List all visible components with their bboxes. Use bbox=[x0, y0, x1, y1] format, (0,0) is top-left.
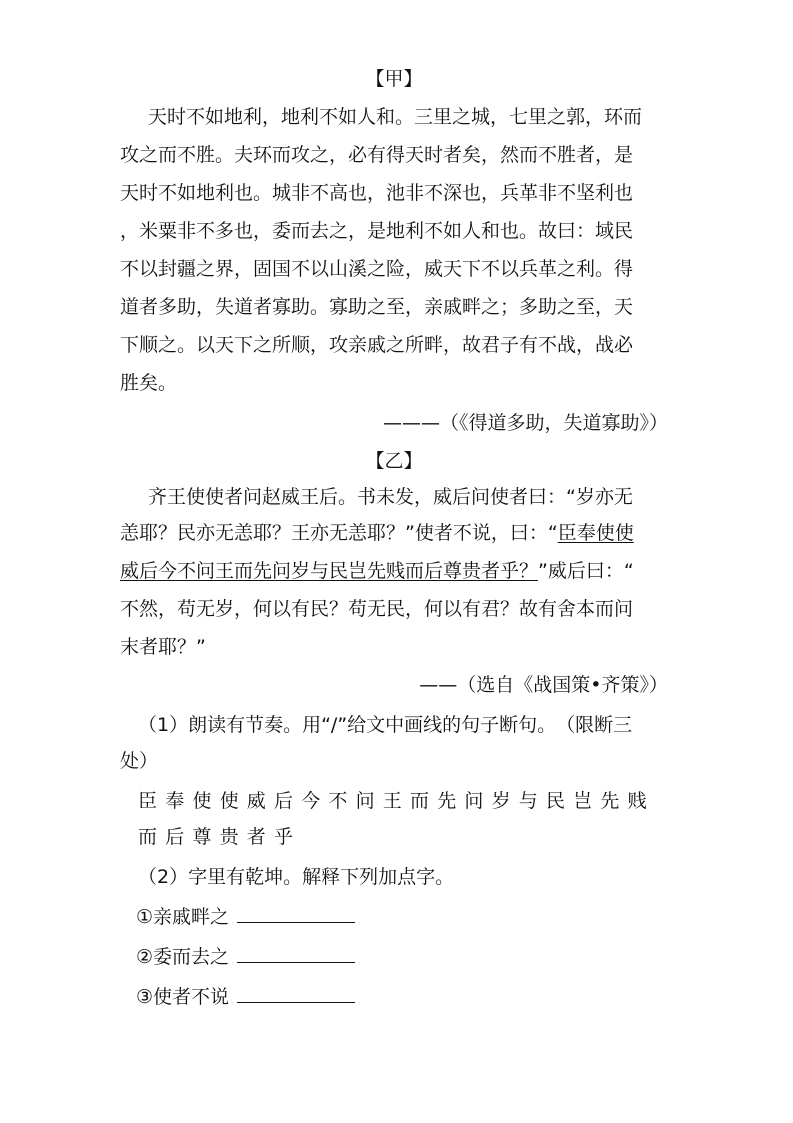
answer-blank-3[interactable] bbox=[237, 984, 355, 1003]
question-2-item-3 bbox=[136, 984, 666, 1010]
question-2-prompt: （2）字里有乾坤。解释下列加点字。 bbox=[138, 866, 455, 888]
question-1-chars-1: 臣奉使使威后今不问王而先问岁与民岂先贱 bbox=[138, 790, 655, 812]
jia-line-2: 攻之而不胜。夫环而攻之，必有得天时者矣，然而不胜者，是 bbox=[120, 144, 634, 166]
question-1-line-1: （1）朗读有节奏。用“/”给文中画线的句子断句。 （限断三 bbox=[138, 714, 633, 736]
jia-line-8: 胜矣。 bbox=[120, 372, 178, 394]
jia-line-3: 天时不如地利也。城非不高也，池非不深也，兵革非不坚利也 bbox=[120, 182, 634, 204]
yi-line-1: 齐王使使者问赵威王后。书未发，威后问使者曰：“岁亦无 bbox=[148, 486, 633, 508]
question-1-line-2: 处） bbox=[120, 750, 159, 772]
yi-line-5: 末者耶？” bbox=[120, 636, 206, 658]
question-2-item-2-label: ②委而去之 bbox=[136, 946, 230, 968]
underlined-sentence-end: 威后今不问王而先问岁与民岂先贱而后尊贵者乎？ bbox=[120, 560, 539, 582]
yi-line-3 bbox=[120, 558, 668, 584]
answer-blank-2[interactable] bbox=[237, 944, 355, 963]
underlined-sentence-start: 臣奉使使 bbox=[557, 522, 634, 544]
heading-jia: 【甲】 bbox=[365, 68, 423, 90]
jia-source: ———（《得道多助，失道寡助》） bbox=[382, 412, 668, 434]
jia-line-4: ，米粟非不多也，委而去之，是地利不如人和也。故曰：域民 bbox=[120, 220, 634, 242]
answer-blank-1[interactable] bbox=[237, 904, 355, 923]
jia-line-7: 下顺之。以天下之所顺，攻亲戚之所畔，故君子有不战，战必 bbox=[120, 334, 634, 356]
yi-line-4: 不然，苟无岁，何以有民？苟无民，何以有君？故有舍本而问 bbox=[120, 598, 634, 620]
yi-line-3-text: ”威后曰：“ bbox=[538, 560, 634, 582]
jia-line-1: 天时不如地利，地利不如人和。三里之城，七里之郭，环而 bbox=[148, 106, 643, 128]
question-2-item-3-label: ③使者不说 bbox=[136, 986, 230, 1008]
yi-source: ——（选自《战国策•齐策》） bbox=[419, 674, 668, 696]
yi-line-2 bbox=[120, 520, 668, 546]
question-2-item-1 bbox=[136, 904, 666, 930]
question-2-item-1-label: ①亲戚畔之 bbox=[136, 906, 230, 928]
question-2-item-2 bbox=[136, 944, 666, 970]
heading-yi: 【乙】 bbox=[365, 450, 423, 472]
yi-line-2-text: 恙耶？民亦无恙耶？王亦无恙耶？”使者不说，曰：“ bbox=[120, 522, 558, 544]
question-1-chars-2: 而后尊贵者乎 bbox=[138, 826, 302, 848]
jia-line-5: 不以封疆之界，固国不以山溪之险，威天下不以兵革之利。得 bbox=[120, 258, 634, 280]
jia-line-6: 道者多助，失道者寡助。寡助之至，亲戚畔之；多助之至，天 bbox=[120, 296, 634, 318]
